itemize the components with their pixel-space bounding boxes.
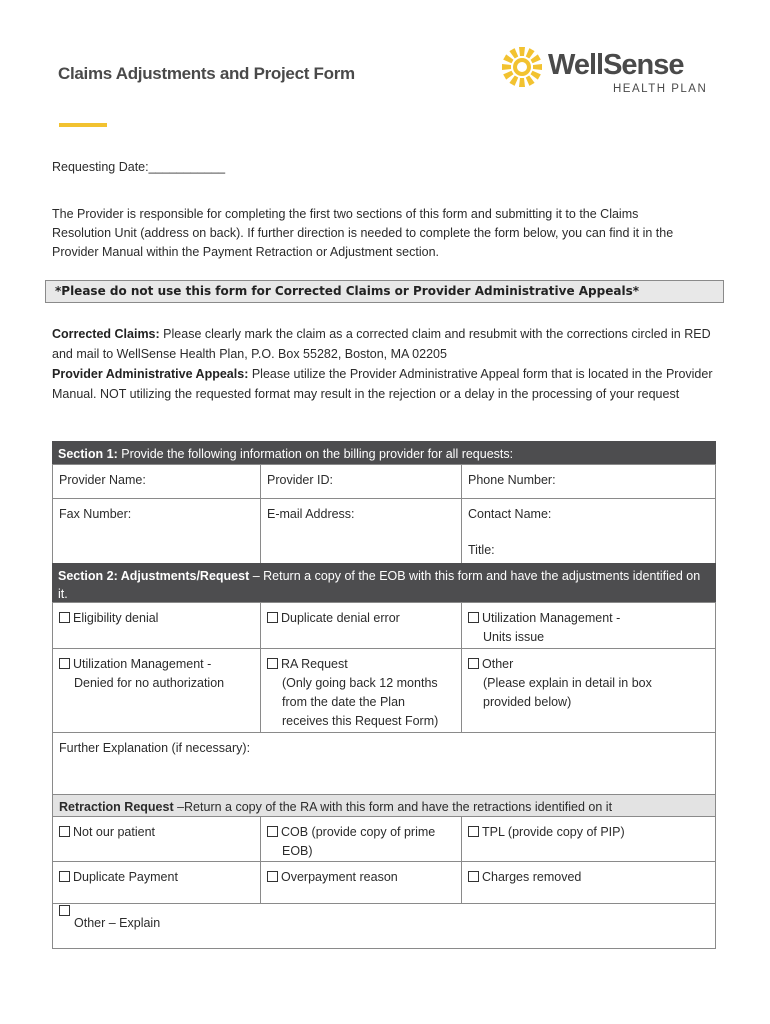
section2-text: – Return a copy of the EOB with this form and have the adjustments identified on it. — [58, 569, 701, 601]
option-label: Duplicate denial error — [281, 611, 400, 625]
logo-subtitle: HEALTH PLAN — [613, 83, 708, 95]
retraction-header — [52, 794, 716, 817]
option-label: Other — [482, 657, 514, 671]
checkbox[interactable] — [59, 612, 70, 623]
checkbox[interactable] — [59, 826, 70, 837]
title-accent-bar — [59, 123, 107, 127]
option-label-cont: Denied for no authorization — [74, 676, 225, 690]
option-label: Overpayment reason — [281, 870, 398, 884]
option-label-cont: EOB) — [282, 844, 313, 858]
title-label: Title: — [468, 543, 495, 557]
um-units-option[interactable] — [461, 602, 716, 649]
option-label: Other – Explain — [74, 916, 161, 930]
provider-name-field[interactable]: Provider Name: — [52, 464, 261, 499]
instructions-block — [52, 324, 722, 404]
admin-appeals-label: Provider Administrative Appeals: — [52, 367, 249, 381]
admin-appeals-note — [52, 364, 722, 404]
contact-name-label: Contact Name: — [468, 507, 552, 521]
sun-logo-icon — [500, 44, 544, 90]
section1-header — [52, 441, 716, 465]
ra-request-option[interactable] — [260, 648, 462, 733]
option-label-cont: receives this Request Form) — [282, 714, 439, 728]
admin-appeals-text: Please utilize the Provider Administrative Appeal form that is located in the Provider Manual. NOT utilizing the requested format may result in the rejection or a delay in the processing of your request — [52, 367, 713, 401]
duplicate-payment-option[interactable] — [52, 861, 261, 904]
checkbox[interactable] — [267, 612, 278, 623]
checkbox[interactable] — [468, 871, 479, 882]
corrected-claims-label: Corrected Claims: — [52, 327, 160, 341]
charges-removed-option[interactable] — [461, 861, 716, 904]
contact-title-field[interactable] — [461, 498, 716, 564]
corrected-claims-note — [52, 324, 722, 364]
option-label: COB (provide copy of prime — [281, 825, 436, 839]
fax-number-field[interactable]: Fax Number: — [52, 498, 261, 564]
option-label: TPL (provide copy of PIP) — [482, 825, 625, 839]
section1-label: Section 1: — [58, 447, 118, 461]
section2-header — [52, 563, 716, 603]
option-label: Charges removed — [482, 870, 582, 884]
option-label: Utilization Management - — [482, 611, 621, 625]
option-label-cont: provided below) — [483, 695, 572, 709]
eligibility-denial-option[interactable] — [52, 602, 261, 649]
option-label: Not our patient — [73, 825, 155, 839]
option-label-cont: (Only going back 12 months — [282, 676, 438, 690]
phone-number-field[interactable]: Phone Number: — [461, 464, 716, 499]
cob-option[interactable] — [260, 816, 462, 862]
checkbox[interactable] — [267, 826, 278, 837]
checkbox[interactable] — [267, 871, 278, 882]
option-label: Eligibility denial — [73, 611, 159, 625]
further-explanation-field[interactable]: Further Explanation (if necessary): — [52, 732, 716, 795]
um-denied-option[interactable] — [52, 648, 261, 733]
not-our-patient-option[interactable] — [52, 816, 261, 862]
tpl-option[interactable] — [461, 816, 716, 862]
other-option[interactable] — [461, 648, 716, 733]
option-label: Duplicate Payment — [73, 870, 178, 884]
checkbox[interactable] — [468, 826, 479, 837]
intro-paragraph: The Provider is responsible for completing the first two sections of this form and submitting it to the Claims Resolution Unit (address on back). If further direction is needed to complete the form below, you can find it in the Provider Manual within the Payment Retraction or Adjustment section. — [52, 207, 674, 259]
checkbox[interactable] — [468, 612, 479, 623]
logo-wordmark: WellSense — [548, 49, 684, 81]
section2-label: Section 2: Adjustments/Request — [58, 569, 250, 583]
checkbox[interactable] — [267, 658, 278, 669]
checkbox[interactable] — [59, 871, 70, 882]
option-label-cont: Units issue — [483, 630, 545, 644]
warning-banner: *Please do not use this form for Corrected Claims or Provider Administrative Appeals* — [45, 280, 724, 303]
option-label: RA Request — [281, 657, 348, 671]
section1-text: Provide the following information on the billing provider for all requests: — [121, 447, 514, 461]
provider-id-field[interactable]: Provider ID: — [260, 464, 462, 499]
duplicate-denial-option[interactable] — [260, 602, 462, 649]
other-explain-field[interactable] — [52, 903, 716, 949]
requesting-date: Requesting Date:___________ — [52, 160, 226, 174]
retraction-label: Retraction Request — [59, 800, 174, 814]
claims-form — [52, 441, 716, 949]
form-title: Claims Adjustments and Project Form — [58, 64, 355, 83]
wellsense-logo — [500, 44, 710, 102]
checkbox[interactable] — [468, 658, 479, 669]
retraction-text: –Return a copy of the RA with this form and have the retractions identified on it — [173, 800, 613, 814]
option-label: Utilization Management - — [73, 657, 212, 671]
corrected-claims-text: Please clearly mark the claim as a corrected claim and resubmit with the corrections circled in RED and mail to WellSense Health Plan, P.O. Box 55282, Boston, MA 02205 — [52, 327, 711, 361]
overpayment-option[interactable] — [260, 861, 462, 904]
checkbox[interactable] — [59, 658, 70, 669]
email-address-field[interactable]: E-mail Address: — [260, 498, 462, 564]
option-label-cont: (Please explain in detail in box — [483, 676, 652, 690]
option-label-cont: from the date the Plan — [282, 695, 405, 709]
